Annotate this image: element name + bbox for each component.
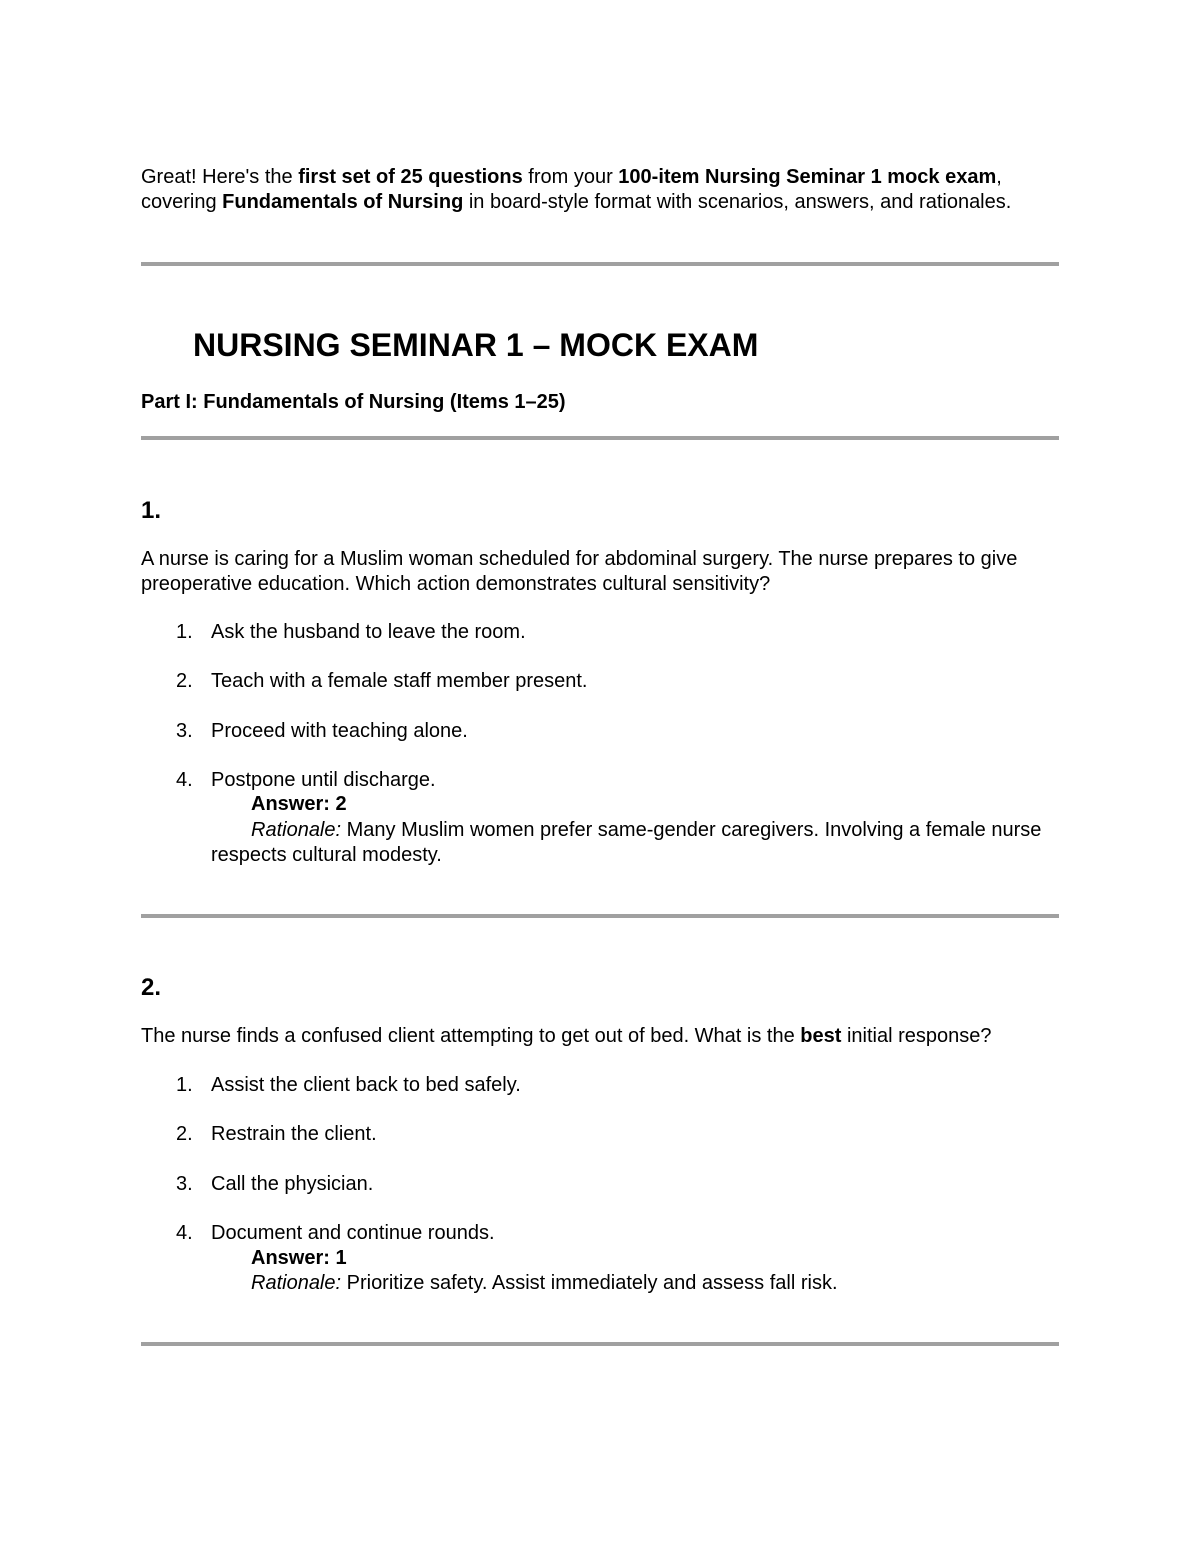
option-number: 4. [176, 1222, 193, 1244]
answer-option [176, 768, 436, 793]
stem-text: initial response? [841, 1025, 992, 1047]
intro-text-3: , covering [141, 166, 1002, 213]
option-number: 4. [176, 769, 193, 791]
horizontal-rule [141, 914, 1059, 918]
intro-bold-3: Fundamentals of Nursing [222, 191, 464, 213]
option-text: Restrain the client. [211, 1123, 377, 1145]
answer-option [176, 1122, 377, 1147]
option-text: Postpone until discharge. [211, 769, 436, 791]
intro-bold-2: 100-item Nursing Seminar 1 mock exam [618, 166, 997, 188]
intro-paragraph [141, 165, 1059, 215]
intro-text-1: Great! Here's the [141, 166, 299, 188]
option-number: 2. [176, 1123, 193, 1145]
answer-option [176, 620, 526, 645]
option-number: 2. [176, 670, 193, 692]
rationale-text: Prioritize safety. Assist immediately and assess fall risk. [341, 1272, 838, 1294]
answer-option [176, 1073, 521, 1098]
document-title: NURSING SEMINAR 1 – MOCK EXAM [193, 327, 759, 363]
option-text: Assist the client back to bed safely. [211, 1074, 521, 1096]
intro-text-2: from your [522, 166, 619, 188]
intro-bold-1: first set of 25 questions [298, 166, 523, 188]
question-stem [141, 1024, 1059, 1049]
rationale [211, 1271, 1051, 1296]
option-number: 1. [176, 1074, 193, 1096]
option-text: Proceed with teaching alone. [211, 720, 468, 742]
answer-option [176, 669, 587, 694]
intro-text-4: in board-style format with scenarios, answers, and rationales. [463, 191, 1012, 213]
answer-option [176, 1172, 373, 1197]
horizontal-rule [141, 436, 1059, 440]
horizontal-rule [141, 262, 1059, 266]
answer-key: Answer: 1 [251, 1247, 347, 1269]
option-text: Call the physician. [211, 1173, 374, 1195]
option-number: 3. [176, 720, 193, 742]
option-number: 1. [176, 621, 193, 643]
rationale [211, 818, 1051, 868]
part-heading: Part I: Fundamentals of Nursing (Items 1–25) [141, 391, 566, 413]
question-number: 2. [141, 974, 162, 1001]
question-stem: A nurse is caring for a Muslim woman scheduled for abdominal surgery. The nurse prepares to give preoperative education. Which action demonstrates cultural sensitivity? [141, 548, 1018, 595]
horizontal-rule [141, 1342, 1059, 1346]
option-text: Teach with a female staff member present. [211, 670, 588, 692]
option-text: Document and continue rounds. [211, 1222, 495, 1244]
stem-bold: best [800, 1025, 842, 1047]
stem-text: The nurse finds a confused client attempting to get out of bed. What is the [141, 1025, 801, 1047]
option-number: 3. [176, 1173, 193, 1195]
question-number: 1. [141, 497, 162, 524]
answer-option [176, 1221, 495, 1246]
answer-option [176, 719, 468, 744]
rationale-label: Rationale: [251, 819, 342, 841]
answer-key: Answer: 2 [251, 793, 347, 815]
option-text: Ask the husband to leave the room. [211, 621, 526, 643]
rationale-text: Many Muslim women prefer same-gender caregivers. Involving a female nurse respects cultural modesty. [211, 819, 1042, 866]
rationale-label: Rationale: [251, 1272, 342, 1294]
